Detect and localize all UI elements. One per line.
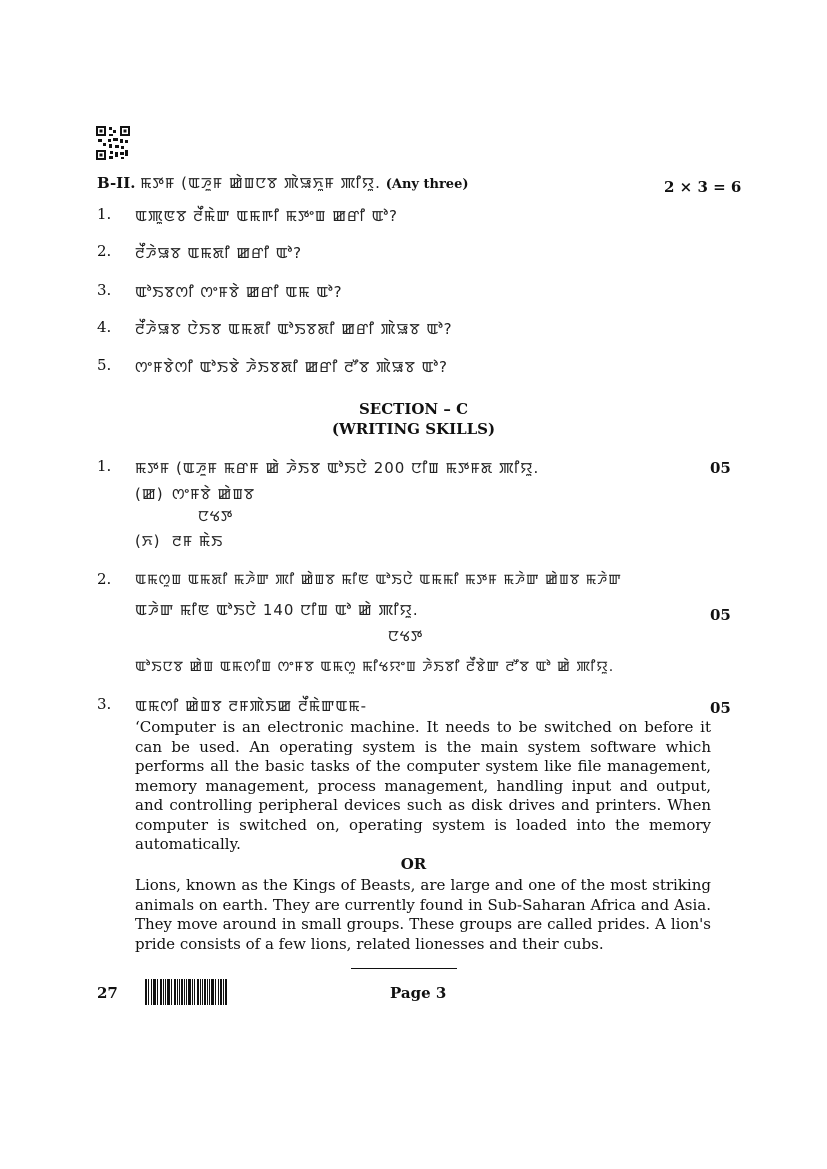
option-a-text: ꯁꯦꯝꯕꯥ ꯀꯥꯡꯕ bbox=[172, 485, 256, 503]
any-three-note: (Any three) bbox=[385, 177, 469, 192]
or-divider: ꯅꯠꯇ bbox=[388, 627, 424, 645]
question-number: 1. bbox=[97, 205, 112, 223]
question-instruction: ꯑꯃꯁꯤ ꯀꯥꯡꯕ ꯂꯝꯄꯥꯏꯀ ꯂꯩꯃꯥꯛꯑꯃ- bbox=[135, 697, 368, 715]
option-b-text: ꯂꯝ ꯃꯥꯏ bbox=[172, 532, 224, 550]
footer-divider bbox=[351, 968, 457, 969]
option-b-label: (ꯈ) bbox=[135, 532, 161, 550]
question-text-line2: ꯑꯍꯥꯛ ꯃꯤꯟ ꯑꯣꯏꯅꯥ 140 ꯅꯤꯡ ꯑꯣ ꯀꯥ ꯄꯤꯌꯨ. bbox=[135, 601, 419, 619]
question-text-line3: ꯑꯣꯏꯅꯕ ꯀꯥꯡ ꯑꯃꯁꯤꯡ ꯁꯦꯝꯕ ꯑꯃꯁꯨ ꯃꯤꯠꯌꯦꯡ ꯍꯥꯏꯕꯤ ꯂꯩꯕꯥꯛ ꯂꯧꯕ ꯑꯣ ꯀꯥ ꯄꯤꯌꯨ. bbox=[135, 659, 615, 675]
passage-computer: ‘Computer is an electronic machine. It needs to be switched on before it can be used. An operating system is the main system software which performs all the basic tasks of the computer system like file management, memory management, process management, handling input and output, and controlling peripheral devices such as disk drives and printers. When computer is switched on, operating system is loaded into the memory automatically. bbox=[135, 718, 711, 853]
page-number: Page 3 bbox=[390, 984, 447, 1002]
question-text: ꯑꯄꯨꯟꯕ ꯂꯩꯃꯥꯛ ꯑꯃꯒꯤ ꯃꯇꯦꯡ ꯀꯔꯤ ꯑꯣ? bbox=[135, 207, 398, 225]
question-marks: 05 bbox=[710, 699, 731, 717]
question-number: 2. bbox=[97, 570, 112, 588]
question-marks: 05 bbox=[710, 606, 731, 624]
question-number: 3. bbox=[97, 695, 112, 713]
question-marks: 05 bbox=[710, 459, 731, 477]
or-divider: ꯅꯠꯇ bbox=[198, 507, 234, 525]
section-c-title: SECTION – C bbox=[358, 400, 469, 418]
question-text: ꯑꯣꯏꯕꯁꯤ ꯁꯦꯝꯕꯥ ꯀꯔꯤ ꯑꯃ ꯑꯣ? bbox=[135, 283, 343, 301]
passage-lions: Lions, known as the Kings of Beasts, are large and one of the most striking animals on earth. They are currently found in Sub-Saharan Africa and Asia. They move around in small groups. These groups are called prides. A lion's pride consists of a few lions, related lionesses and their cubs. bbox=[135, 876, 711, 953]
question-text-line1: ꯑꯃꯁꯨꯡ ꯑꯃꯗꯤ ꯃꯍꯥꯛ ꯄꯤ ꯀꯥꯡꯕ ꯃꯤꯟ ꯑꯣꯏꯅꯥ ꯑꯃꯃꯤ ꯃꯇꯝ ꯃꯍꯥꯛ ꯀꯥꯡꯕ ꯃꯍꯥꯛ bbox=[135, 572, 622, 588]
section-b2-header bbox=[97, 172, 469, 193]
question-number: 1. bbox=[97, 457, 112, 475]
qr-code-icon bbox=[96, 126, 130, 160]
question-number: 3. bbox=[97, 281, 112, 299]
option-a-label: (ꯀ) bbox=[135, 485, 164, 503]
section-c-subtitle: (WRITING SKILLS) bbox=[331, 420, 496, 438]
paper-code: 27 bbox=[97, 984, 118, 1002]
barcode-icon bbox=[145, 979, 233, 1005]
question-text: ꯁꯦꯝꯕꯥꯁꯤ ꯑꯣꯏꯕꯥ ꯍꯥꯏꯕꯗꯤ ꯀꯔꯤ ꯂꯧꯕ ꯄꯥꯎꯕ ꯑꯣ? bbox=[135, 358, 448, 376]
question-text: ꯃꯇꯝ (ꯑꯍꯨꯝ ꯃꯔꯝ ꯀꯥ ꯍꯥꯏꯕ ꯑꯣꯏꯅꯥ 200 ꯅꯤꯡ ꯃꯇꯝꯗ ꯄꯤꯌꯨ. bbox=[135, 459, 540, 477]
section-b2-label: B-II. bbox=[97, 174, 136, 192]
question-text: ꯂꯩꯍꯥꯎꯕ ꯅꯥꯏꯕ ꯑꯃꯗꯤ ꯑꯣꯏꯕꯗꯤ ꯀꯔꯤ ꯄꯥꯎꯕ ꯑꯣ? bbox=[135, 320, 453, 338]
question-number: 2. bbox=[97, 242, 112, 260]
question-number: 4. bbox=[97, 318, 112, 336]
question-number: 5. bbox=[97, 356, 112, 374]
question-text: ꯂꯩꯍꯥꯎꯕ ꯑꯃꯗꯤ ꯀꯔꯤ ꯑꯣ? bbox=[135, 244, 303, 262]
or-divider: OR bbox=[400, 855, 427, 873]
section-b2-marks: 2 × 3 = 6 bbox=[664, 178, 742, 196]
section-b2-instruction: ꯃꯇꯝ (ꯑꯍꯨꯝ ꯀꯥꯡꯅꯕ ꯄꯥꯎꯈꯨꯝ ꯄꯤꯌꯨ. bbox=[140, 174, 381, 192]
